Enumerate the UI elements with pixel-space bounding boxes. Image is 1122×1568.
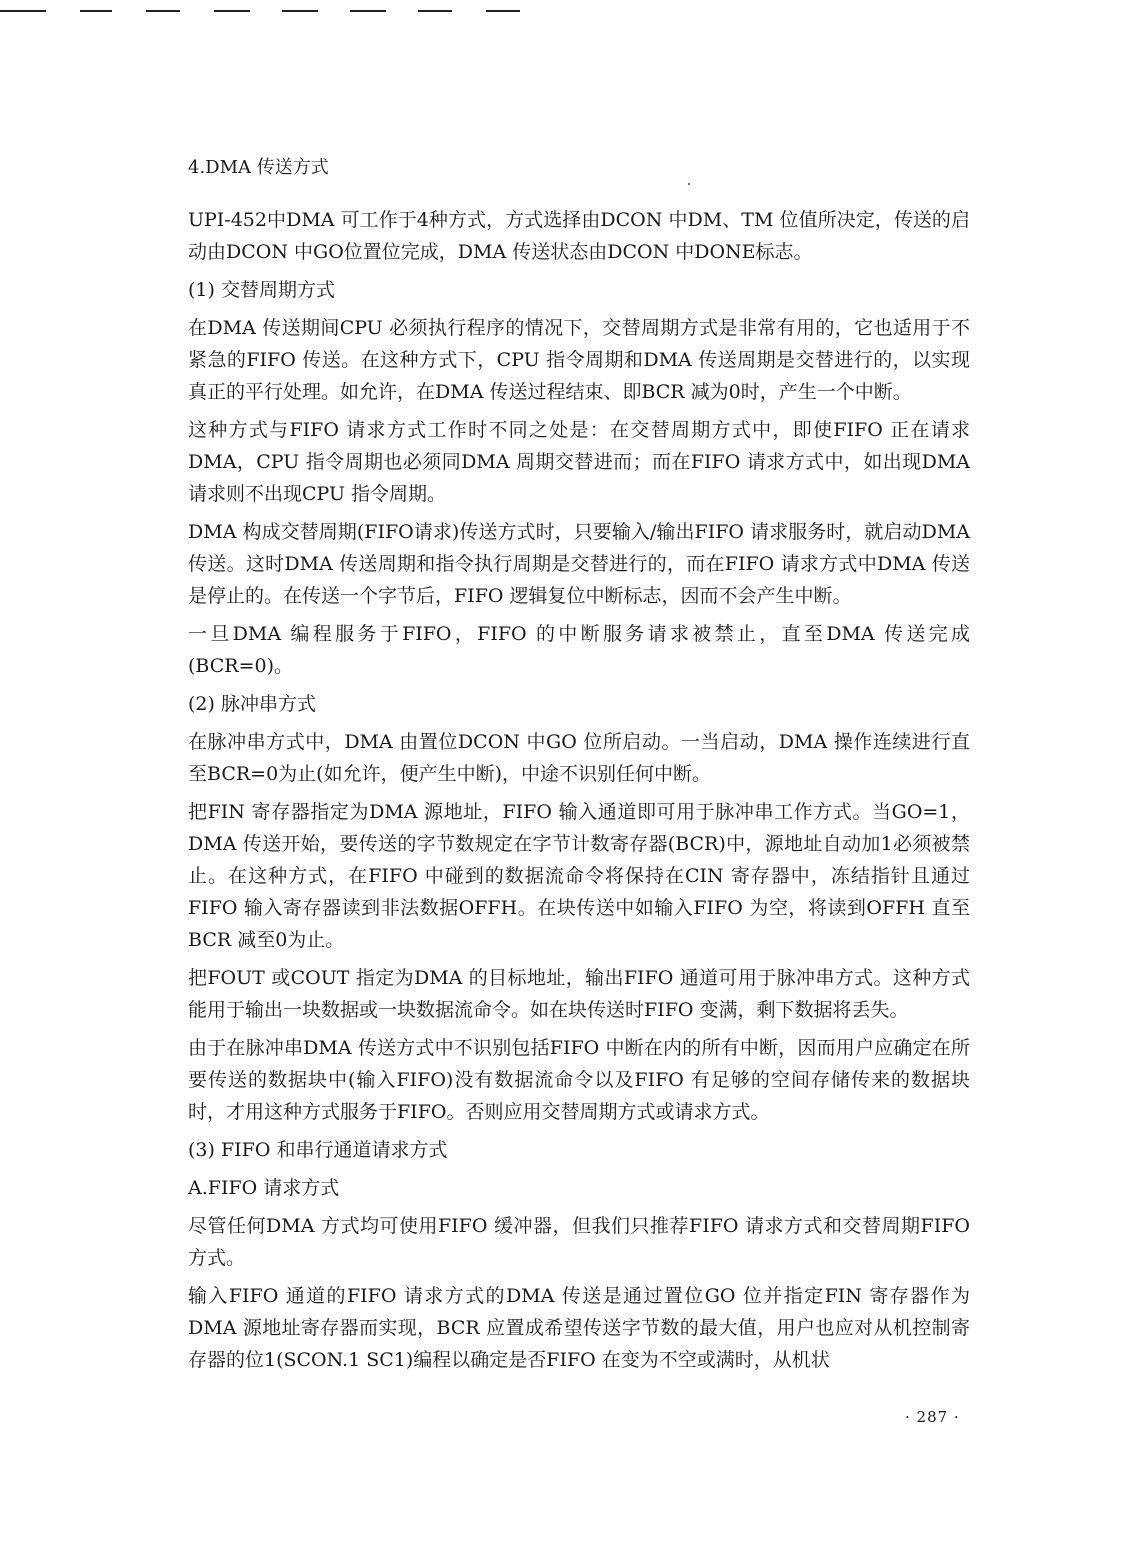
section-heading: 4.DMA 传送方式 [188,157,329,178]
paragraph: 一旦DMA 编程服务于FIFO，FIFO 的中断服务请求被禁止，直至DMA 传送完成(BCR=0)。 [188,623,970,677]
subsection-heading: (2) 脉冲串方式 [188,693,316,715]
page-body [188,152,970,1382]
paragraph: 输入FIFO 通道的FIFO 请求方式的DMA 传送是通过置位GO 位并指定FIN 寄存器作为DMA 源地址寄存器而实现，BCR 应置成希望传送字节数的最大值，用户也应对从机控制寄存器的位1(SCON.1 SC1)编程以确定是否FIFO 在变为不空或满时，从机状 [188,1285,970,1371]
paragraph: 尽管任何DMA 方式均可使用FIFO 缓冲器，但我们只推荐FIFO 请求方式和交替周期FIFO 方式。 [188,1215,970,1269]
paragraph: 这种方式与FIFO 请求方式工作时不同之处是：在交替周期方式中，即使FIFO 正在请求DMA，CPU 指令周期也必须同DMA 周期交替进而；而在FIFO 请求方式中，如出现DMA 请求则不出现CPU 指令周期。 [188,419,970,505]
paragraph: UPI-452中DMA 可工作于4种方式，方式选择由DCON 中DM、TM 位值所决定，传送的启动由DCON 中GO位置位完成，DMA 传送状态由DCON 中DONE标志。 [188,209,970,263]
subsection-heading: (3) FIFO 和串行通道请求方式 [188,1139,448,1161]
paragraph: 由于在脉冲串DMA 传送方式中不识别包括FIFO 中断在内的所有中断，因而用户应确定在所要传送的数据块中(输入FIFO)没有数据流命令以及FIFO 有足够的空间存储传来的数据块时，才用这种方式服务于FIFO。否则应用交替周期方式或请求方式。 [188,1037,970,1123]
paragraph: 在脉冲串方式中，DMA 由置位DCON 中GO 位所启动。一当启动，DMA 操作连续进行直至BCR=0为止(如允许，便产生中断)，中途不识别任何中断。 [188,731,970,785]
subsection-heading: (1) 交替周期方式 [188,279,335,301]
paragraph: 在DMA 传送期间CPU 必须执行程序的情况下，交替周期方式是非常有用的，它也适用于不紧急的FIFO 传送。在这种方式下，CPU 指令周期和DMA 传送周期是交替进行的，以实现真正的平行处理。如允许，在DMA 传送过程结束、即BCR 减为0时，产生一个中断。 [188,317,970,403]
paragraph: DMA 构成交替周期(FIFO请求)传送方式时，只要输入/输出FIFO 请求服务时，就启动DMA 传送。这时DMA 传送周期和指令执行周期是交替进行的，而在FIFO 请求方式中DMA 传送是停止的。在传送一个字节后，FIFO 逻辑复位中断标志，因而不会产生中断。 [188,521,970,607]
top-rule-marks [0,0,560,14]
paragraph: 把FIN 寄存器指定为DMA 源地址，FIFO 输入通道即可用于脉冲串工作方式。当GO=1，DMA 传送开始，要传送的字节数规定在字节计数寄存器(BCR)中，源地址自动加1必须被禁止。在这种方式，在FIFO 中碰到的数据流命令将保持在CIN 寄存器中，冻结指针且通过FIFO 输入寄存器读到非法数据OFFH。在块传送中如输入FIFO 为空，将读到OFFH 直至BCR 减至0为止。 [188,801,970,951]
subsection-heading: A.FIFO 请求方式 [188,1177,340,1199]
page-number: · 287 · [905,1408,960,1426]
paragraph: 把FOUT 或COUT 指定为DMA 的目标地址，输出FIFO 通道可用于脉冲串方式。这种方式能用于输出一块数据或一块数据流命令。如在块传送时FIFO 变满，剩下数据将丢失。 [188,967,970,1021]
